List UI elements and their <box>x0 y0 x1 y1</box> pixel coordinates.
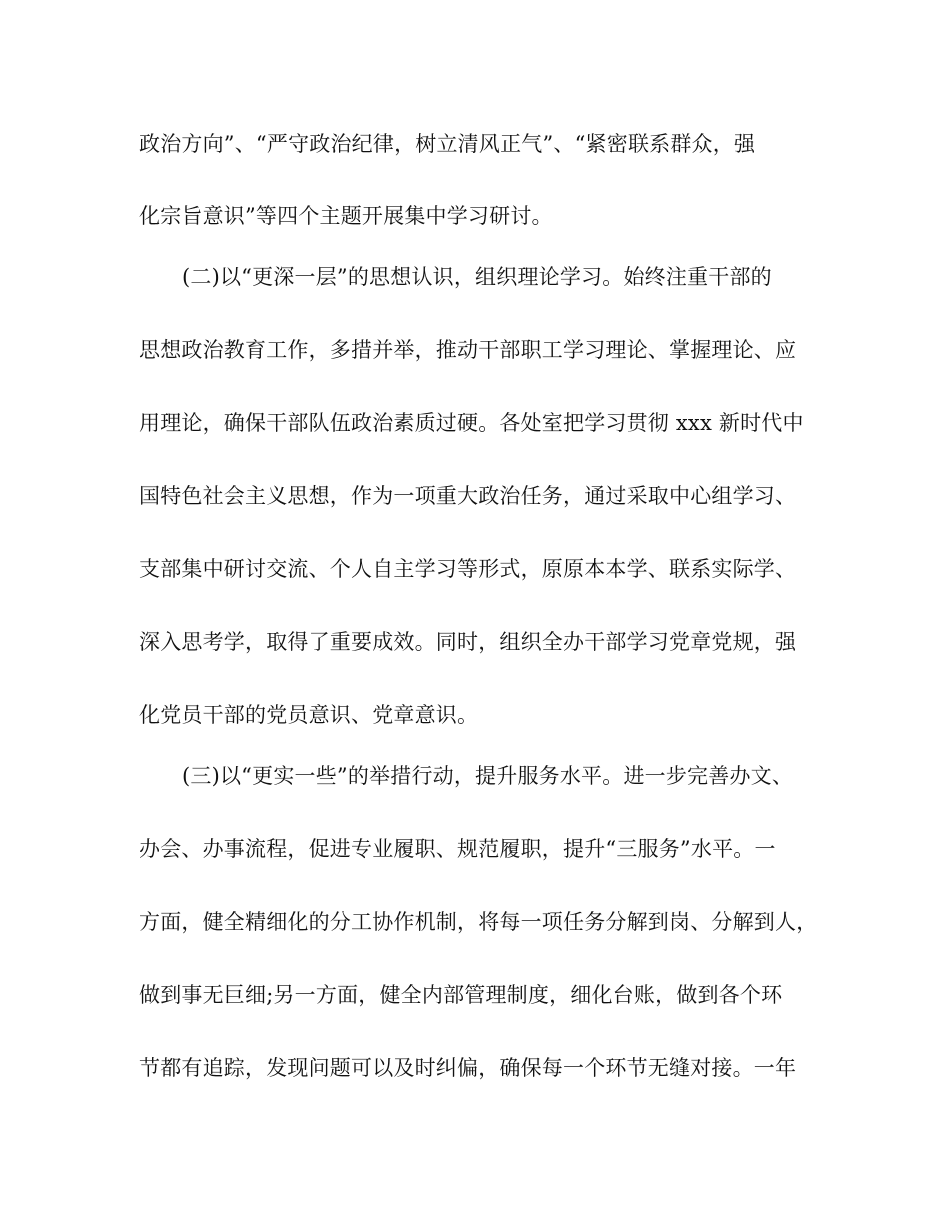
text-line: 做到事无巨细;另一方面，健全内部管理制度，细化台账，做到各个环 <box>139 983 783 1007</box>
text-line: 国特色社会主义思想，作为一项重大政治任务，通过采取中心组学习、 <box>139 484 797 508</box>
text-line: 深入思考学，取得了重要成效。同时，组织全办干部学习党章党规，强 <box>139 630 797 654</box>
paragraph-first-line: (三)以“更实一些”的举措行动，提升服务水平。进一步完善办文、 <box>182 764 794 788</box>
text-line: 化宗旨意识”等四个主题开展集中学习研讨。 <box>139 204 553 228</box>
text-line: 支部集中研讨交流、个人自主学习等形式，原原本本学、联系实际学、 <box>139 557 797 581</box>
text-line: 方面，健全精细化的分工协作机制，将每一项任务分解到岗、分解到人， <box>139 910 818 934</box>
text-line: 化党员干部的党员意识、党章意识。 <box>139 703 479 727</box>
text-line: 节都有追踪，发现问题可以及时纠偏，确保每一个环节无缝对接。一年 <box>139 1056 797 1080</box>
text-line: 用理论，确保干部队伍政治素质过硬。各处室把学习贯彻 xxx 新时代中 <box>139 411 804 435</box>
paragraph-first-line: (二)以“更深一层”的思想认识，组织理论学习。始终注重干部的 <box>182 265 772 289</box>
text-line: 政治方向”、“严守政治纪律，树立清风正气”、“紧密联系群众，强 <box>139 132 756 156</box>
text-line: 办会、办事流程，促进专业履职、规范履职，提升“三服务”水平。一 <box>139 837 776 861</box>
text-line: 思想政治教育工作，多措并举，推动干部职工学习理论、掌握理论、应 <box>139 338 797 362</box>
